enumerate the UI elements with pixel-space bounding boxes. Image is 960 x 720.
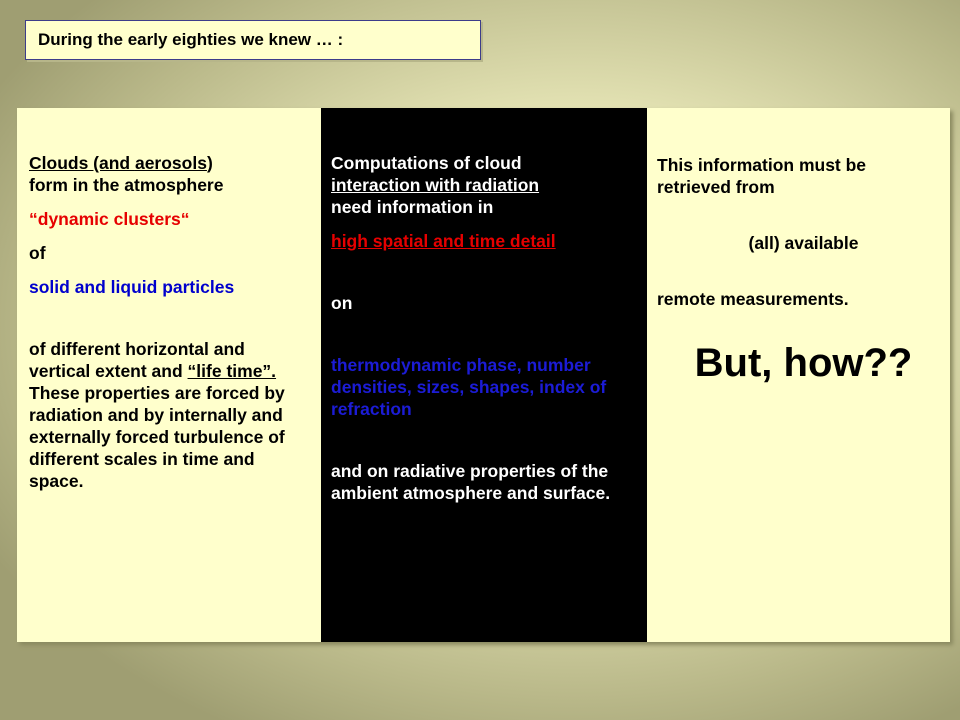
available-text: (all) available <box>748 233 859 253</box>
extent-paragraph <box>29 338 321 492</box>
slide-title <box>25 20 481 60</box>
computations-line: Computations of cloud <box>331 153 522 173</box>
slide-title-text: During the early eighties we knew … : <box>38 30 344 49</box>
aerosols-text: aerosols <box>134 153 207 173</box>
clouds-line <box>29 152 321 174</box>
of-text: of <box>29 243 46 263</box>
on-text: on <box>331 293 353 313</box>
column-clouds <box>17 108 321 642</box>
properties-text: thermodynamic phase, number densities, sizes, shapes, index of refraction <box>331 355 607 419</box>
detail-text: high spatial and time detail <box>331 231 556 251</box>
dynamic-clusters-text: “dynamic clusters“ <box>29 209 190 229</box>
content-table <box>17 108 950 642</box>
remote-text: remote measurements. <box>657 289 849 309</box>
particles-text: solid and liquid particles <box>29 277 235 297</box>
question-text: But, how?? <box>694 341 913 385</box>
column-computations <box>321 108 647 642</box>
need-info-line: need information in <box>331 197 494 217</box>
interaction-line: interaction with radiation <box>331 175 540 195</box>
extent-text: of different horizontal and vertical extent and <box>29 339 245 381</box>
clouds-text: Clouds (and <box>29 153 135 173</box>
life-time-text: “life time”. <box>187 361 277 381</box>
retrieval-text: This information must be retrieved from <box>657 155 867 197</box>
column-retrieval <box>647 108 950 642</box>
clouds-paren: ) <box>206 153 213 173</box>
form-line: form in the atmosphere <box>29 175 224 195</box>
radiative-text: and on radiative properties of the ambient atmosphere and surface. <box>331 461 611 503</box>
forcing-text: These properties are forced by radiation and by internally and externally forced turbulence of different scales in time and space. <box>29 383 285 491</box>
